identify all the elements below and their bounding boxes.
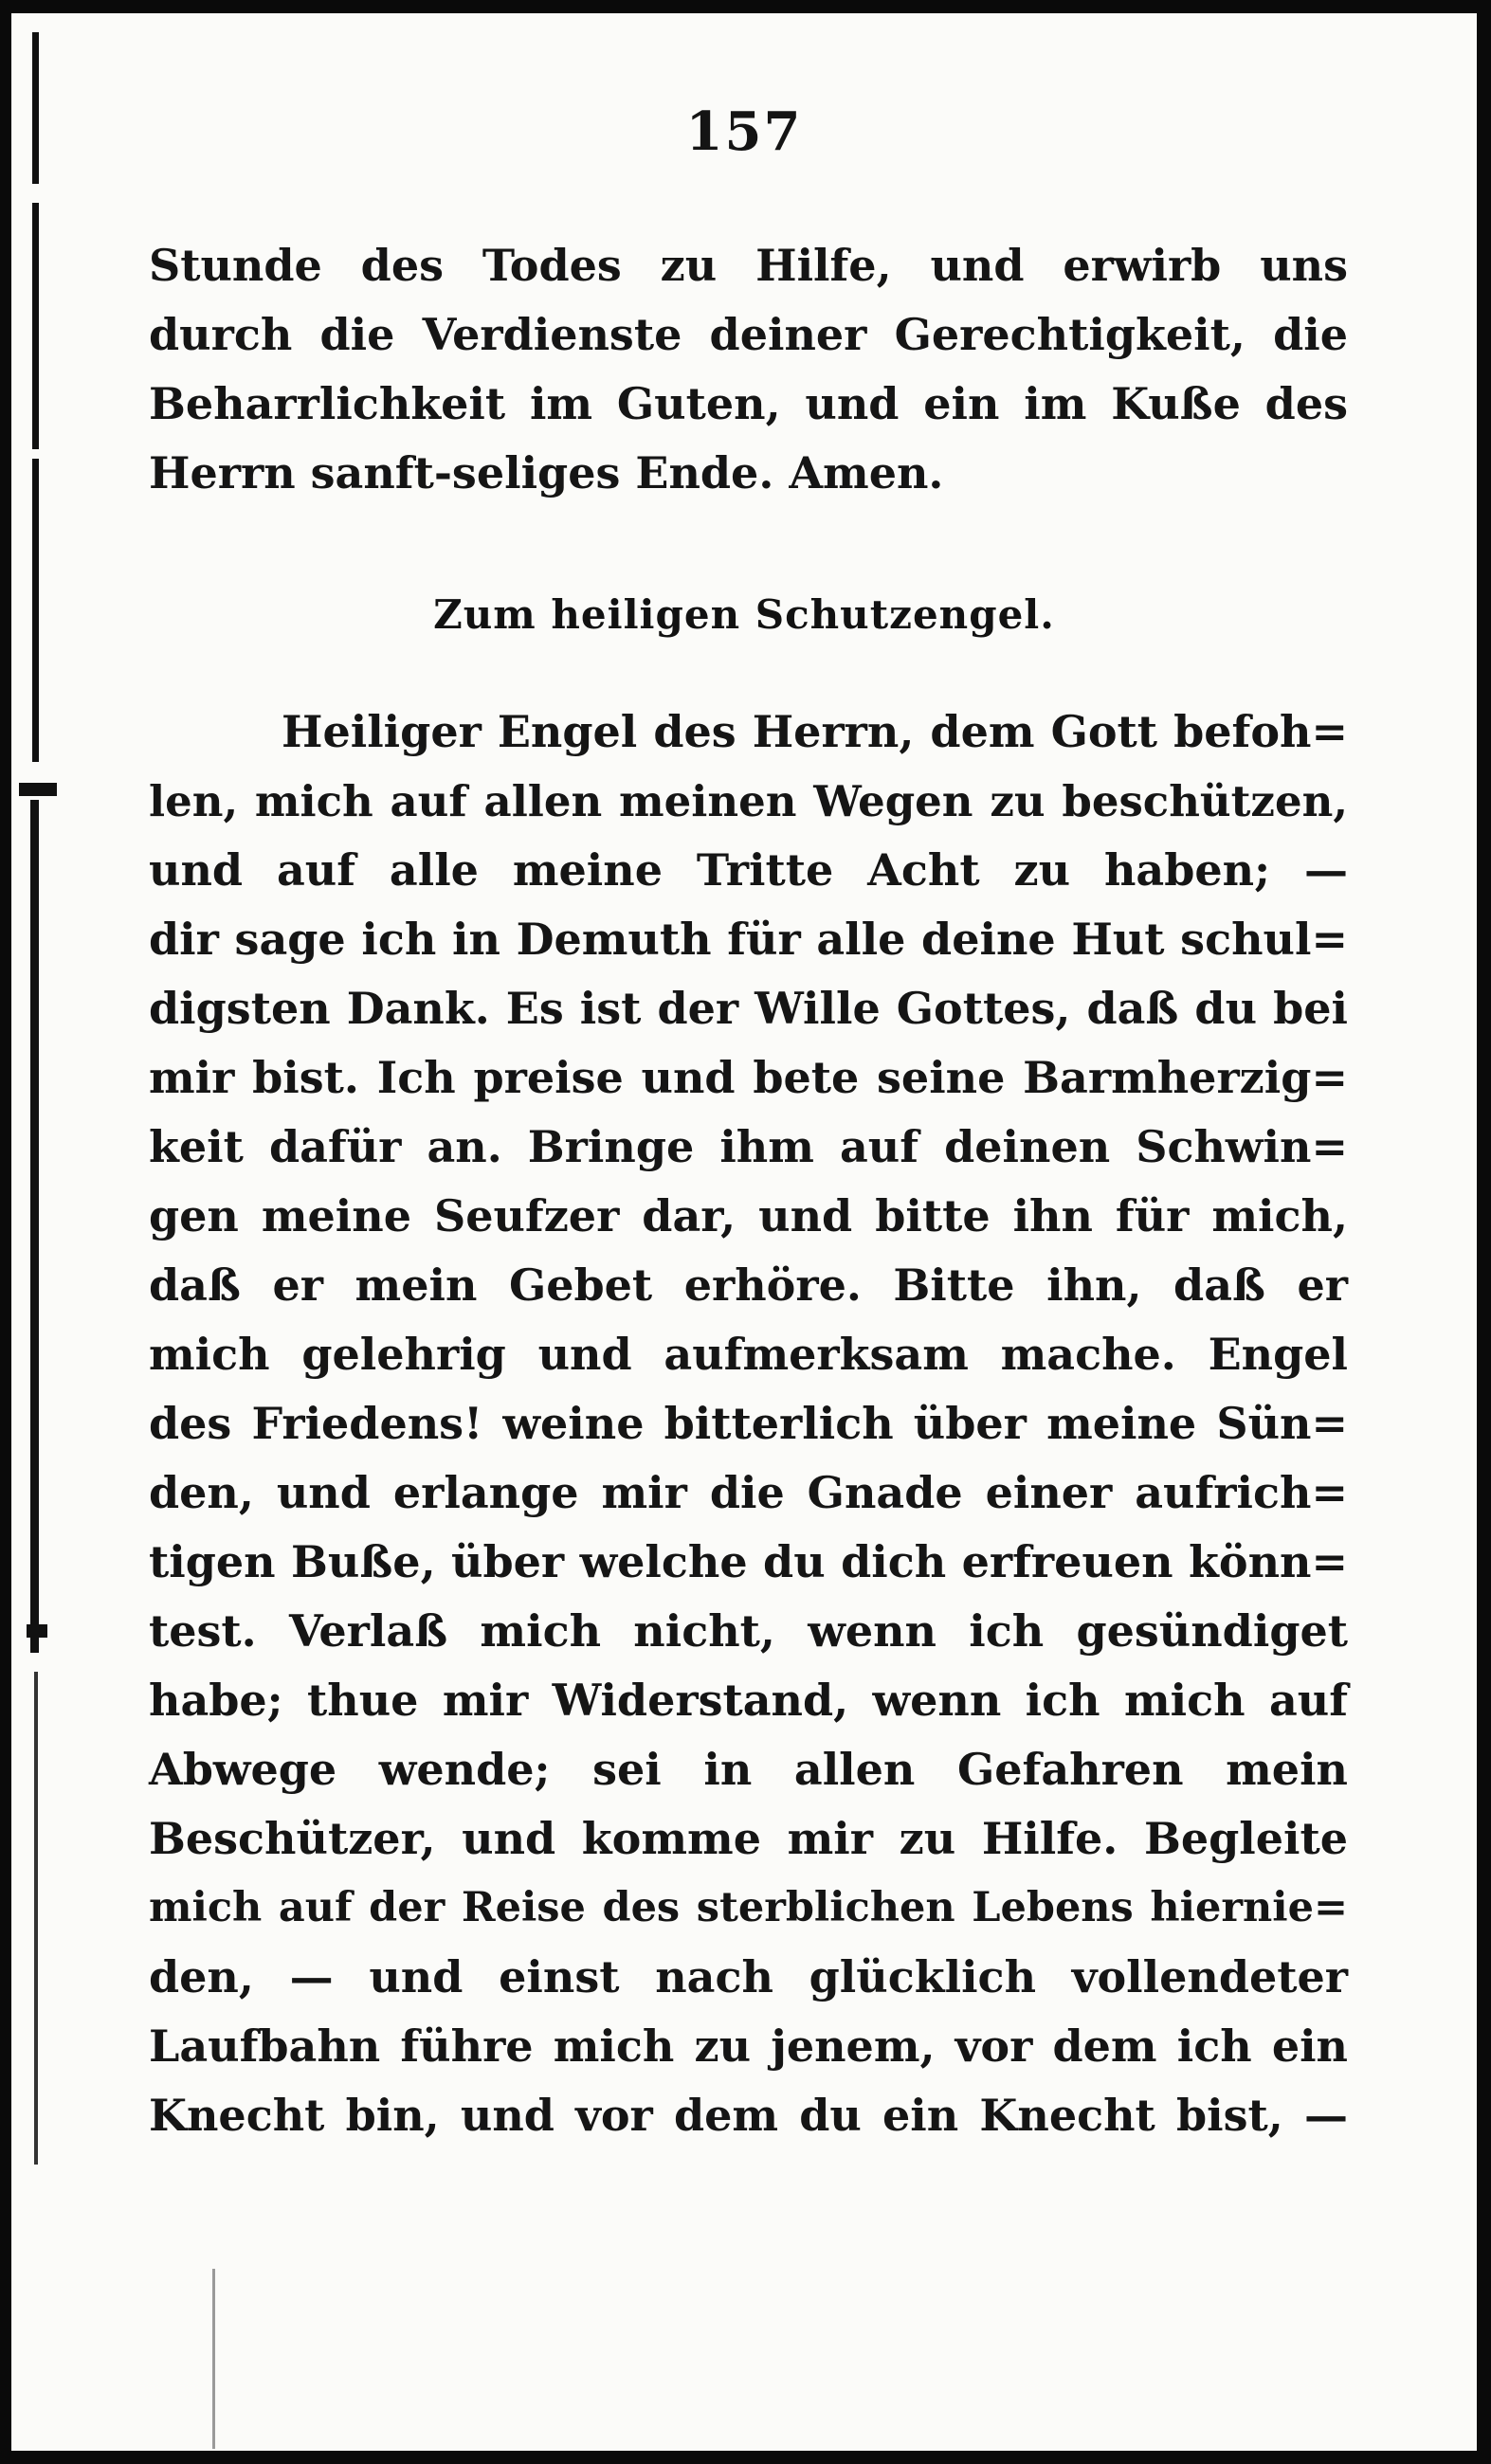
text-line: gen meine Seufzer dar, und bitte ihn für mich,: [149, 1190, 1348, 1241]
text-line: Laufbahn führe mich zu jenem, vor dem ich ein: [149, 2020, 1348, 2072]
text-line: mich auf der Reise des sterblichen Lebens hiernie=: [149, 1884, 1348, 1931]
gutter-mark: [19, 783, 57, 796]
text-line: digsten Dank. Es ist der Wille Gottes, daß du bei: [149, 983, 1348, 1034]
text-line: Heiliger Engel des Herrn, dem Gott befoh=: [282, 706, 1348, 757]
text-line: len, mich auf allen meinen Wegen zu beschützen,: [149, 776, 1348, 826]
text-line: durch die Verdienste deiner Gerechtigkeit, die: [149, 309, 1348, 360]
text-line: Stunde des Todes zu Hilfe, und erwirb uns: [149, 240, 1348, 291]
prayer-paragraph: [149, 698, 1348, 2150]
scan-artifact-line: [212, 2269, 215, 2449]
text-line: den, und erlange mir die Gnade einer aufrich=: [149, 1467, 1348, 1518]
text-line: tigen Buße, über welche du dich erfreuen könn=: [149, 1536, 1348, 1587]
text-line: Beschützer, und komme mir zu Hilfe. Begleite: [149, 1813, 1348, 1864]
text-line: mir bist. Ich preise und bete seine Barmherzig=: [149, 1052, 1348, 1103]
text-line: den, — und einst nach glücklich vollendeter: [149, 1951, 1348, 2002]
text-line: keit dafür an. Bringe ihm auf deinen Schwin=: [149, 1121, 1348, 1172]
text-line: Beharrlichkeit im Guten, und ein im Kuße des: [149, 378, 1348, 429]
paper-sheet: [11, 13, 1477, 2451]
text-line: Knecht bin, und vor dem du ein Knecht bist, —: [149, 2090, 1348, 2141]
text-line: des Friedens! weine bitterlich über meine Sün=: [149, 1398, 1348, 1449]
text-line: habe; thue mir Widerstand, wenn ich mich auf: [149, 1675, 1348, 1726]
text-line: Abwege wende; sei in allen Gefahren mein: [149, 1744, 1348, 1795]
text-line: dir sage ich in Demuth für alle deine Hut schul=: [149, 914, 1348, 965]
text-line: mich gelehrig und aufmerksam mache. Engel: [149, 1329, 1348, 1380]
intro-paragraph: [149, 231, 1348, 508]
text-line: daß er mein Gebet erhöre. Bitte ihn, daß er: [149, 1259, 1348, 1311]
text-line: und auf alle meine Tritte Acht zu haben; —: [149, 844, 1348, 896]
gutter-edge: [34, 1672, 38, 2165]
gutter-edge: [30, 800, 39, 1653]
section-heading: Zum heiligen Schutzengel.: [433, 591, 1055, 638]
binding-gutter: [11, 13, 66, 2451]
text-line: test. Verlaß mich nicht, wenn ich gesündiget: [149, 1605, 1348, 1657]
page-number: 157: [685, 100, 803, 163]
gutter-mark: [27, 1624, 47, 1638]
gutter-edge: [32, 203, 39, 449]
text-line: Herrn sanft-seliges Ende. Amen.: [149, 447, 944, 498]
